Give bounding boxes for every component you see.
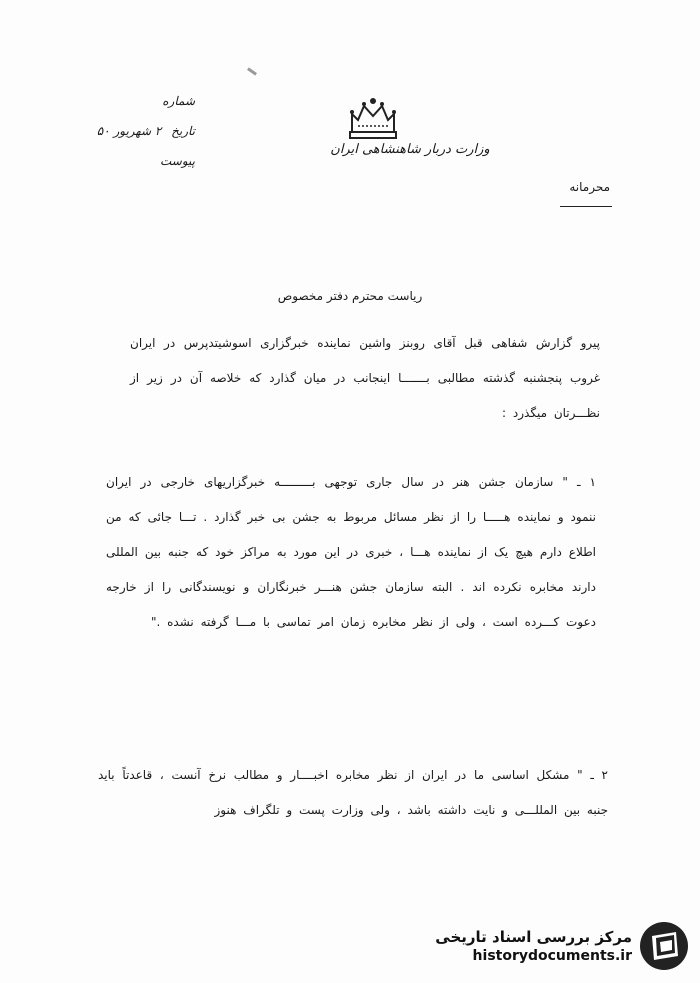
archive-watermark xyxy=(425,918,690,974)
addressee-line: ریاست محترم دفتر مخصوص xyxy=(277,289,423,303)
body-paragraph-3: ۲ ـ " مشکل اساسی ما در ایران از نظر مخابره اخبــــار و مطالب نرخ آنست ، قاعدتاً باید جنبه بین المللـــی و نایت داشته باشد ، ولی وزارت پست و تلگراف هنوز xyxy=(98,768,608,817)
date-value: ۲ شهریور ۵۰ xyxy=(96,124,162,138)
archive-logo-icon xyxy=(638,920,690,972)
archive-text xyxy=(435,928,632,964)
date-field xyxy=(97,124,195,138)
date-label: تاریخ xyxy=(171,124,195,138)
crown-emblem-icon xyxy=(344,92,402,144)
classification-underline xyxy=(560,206,612,207)
attachment-label: پیوست xyxy=(160,154,195,168)
ministry-heading: وزارت دربار شاهنشاهی ایران xyxy=(330,142,490,157)
archive-url: historydocuments.ir xyxy=(472,948,632,964)
number-field xyxy=(162,94,195,108)
body-paragraph-2: ۱ ـ " سازمان جشن هنر در سال جاری توجهی بـــــــــه خبرگزاریهای خارجی در ایران ننمود و نماینده هـــــا را از نظر مسائل مربوط به جشن بی خبر گذارد . تـــا جائی که من اطلاع دارم هیچ یک از نماینده هـــا ، خبری در این مورد به مراکز خود که جنبه بین المللی دارند مخابره نکرده اند . البته سازمان جشن هنـــر خبرنگاران و نویسندگانی را از خارجه دعوت کـــرده است ، ولی از نظر مخابره زمان امر تماسی با مـــا گرفته نشده ." xyxy=(106,475,596,629)
archive-name: مرکز بررسی اسناد تاریخی xyxy=(435,928,632,946)
scan-speck xyxy=(247,67,257,75)
body-paragraph-1: پیرو گزارش شفاهی قبل آقای روبنز واشین نماینده خبرگزاری اسوشیتدپرس در ایران غروب پنجشنبه گذشته مطالبی بـــــــا اینجانب در میان گذارد که خلاصه آن در زیر از نظـــرتان میگذرد : xyxy=(130,336,600,420)
number-label: شماره xyxy=(162,94,195,108)
attachment-field xyxy=(160,154,195,168)
classification-mark: محرمانه xyxy=(569,180,610,194)
